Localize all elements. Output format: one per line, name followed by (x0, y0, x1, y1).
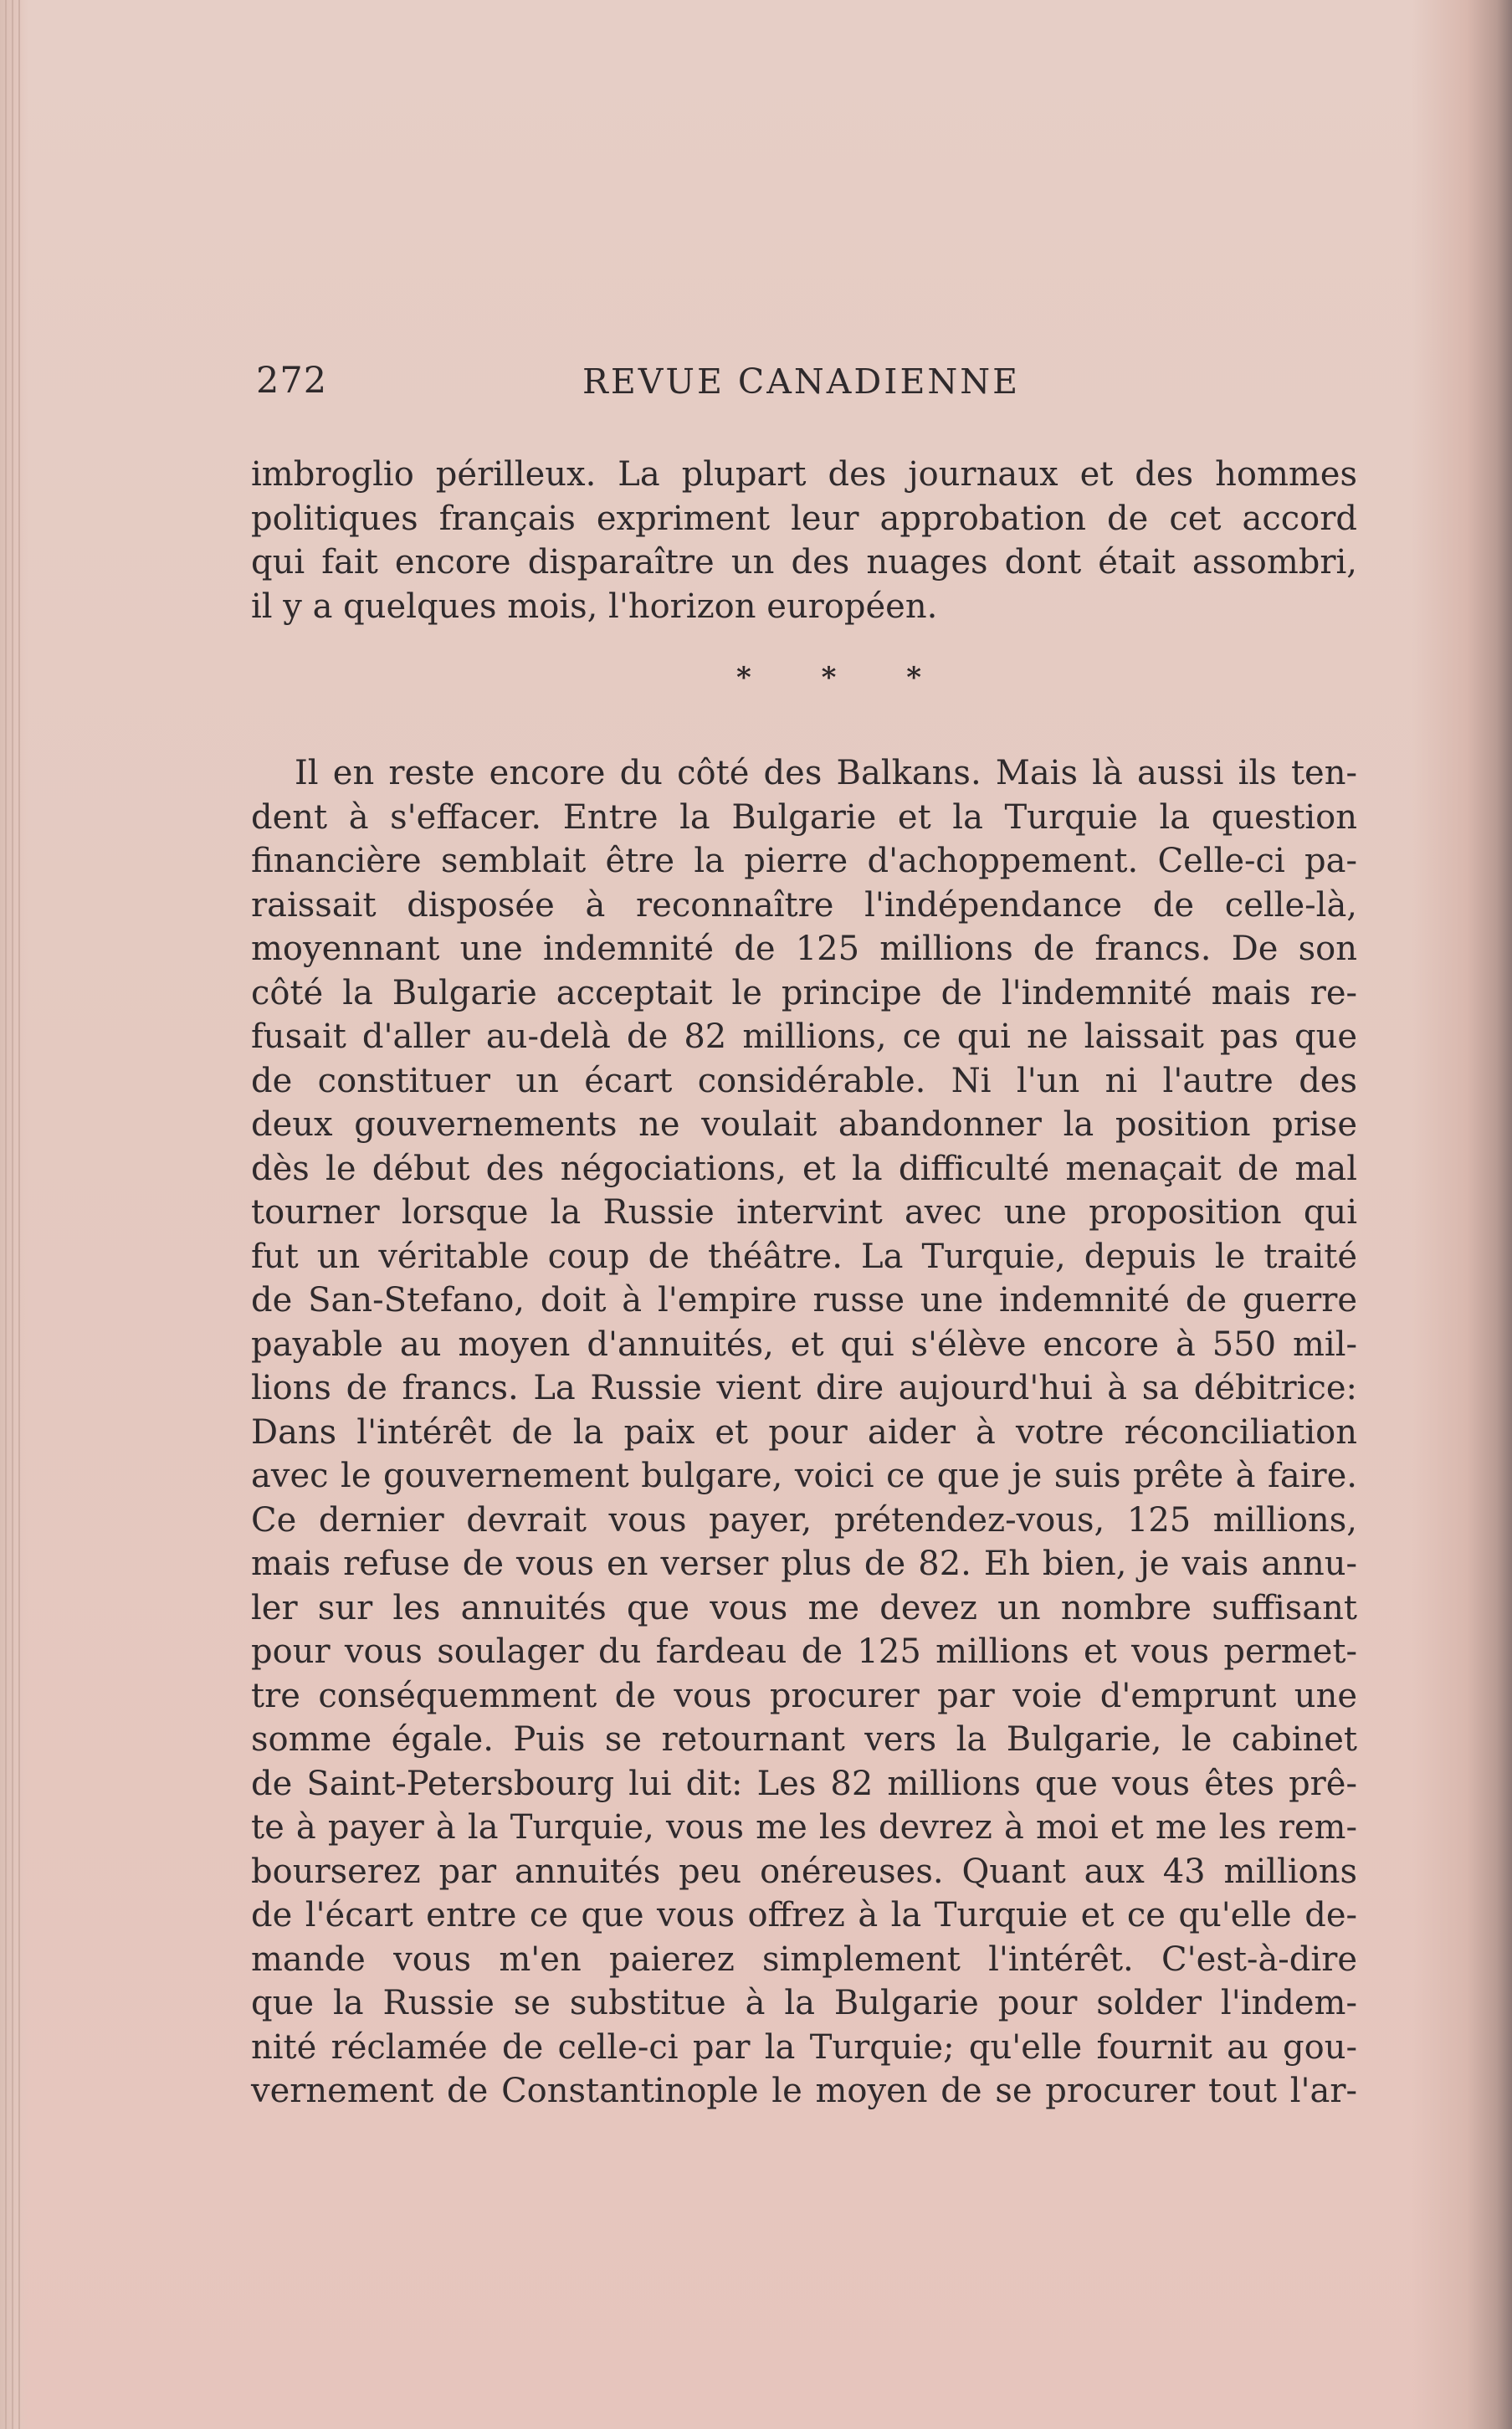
text-line: lions de francs. La Russie vient dire aujourd'hui à sa débitrice: (251, 1369, 1357, 1407)
text-line: somme égale. Puis se retournant vers la Bulgarie, le cabinet (251, 1720, 1357, 1759)
text-line: moyennant une indemnité de 125 millions de francs. De son (251, 930, 1357, 968)
binding-line (18, 0, 20, 2429)
binding-line (5, 0, 7, 2429)
text-line: avec le gouvernement bulgare, voici ce que je suis prête à faire. (251, 1457, 1357, 1495)
text-line: fusait d'aller au-delà de 82 millions, ce qui ne laissait pas que (251, 1017, 1357, 1056)
text-line: vernement de Constantinople le moyen de se procurer tout l'ar- (251, 2072, 1357, 2110)
text-line: pour vous soulager du fardeau de 125 millions et vous permet- (251, 1632, 1357, 1671)
text-line: de constituer un écart considérable. Ni l'un ni l'autre des (251, 1061, 1357, 1100)
text-line: il y a quelques mois, l'horizon européen. (251, 587, 938, 626)
text-line: Il en reste encore du côté des Balkans. Mais là aussi ils ten- (295, 754, 1357, 792)
text-line: que la Russie se substitue à la Bulgarie pour solder l'indem- (251, 1984, 1357, 2022)
text-line: payable au moyen d'annuités, et qui s'élève encore à 550 mil- (251, 1325, 1357, 1364)
page-binding-edge (0, 0, 28, 2429)
text-line: tre conséquemment de vous procurer par voie d'emprunt une (251, 1676, 1357, 1715)
text-line: de San-Stefano, doit à l'empire russe une indemnité de guerre (251, 1281, 1357, 1320)
text-line: dès le début des négociations, et la difficulté menaçait de mal (251, 1149, 1357, 1188)
paragraph-2 (251, 751, 1357, 2114)
page-number: 272 (256, 360, 328, 402)
binding-line (12, 0, 13, 2429)
text-line: financière semblait être la pierre d'achoppement. Celle-ci pa- (251, 842, 1357, 880)
text-line: politiques français expriment leur approbation de cet accord (251, 499, 1357, 538)
text-line: imbroglio périlleux. La plupart des journaux et des hommes (251, 455, 1357, 494)
text-line: qui fait encore disparaître un des nuages dont était assombri, (251, 543, 1357, 582)
text-line: tourner lorsque la Russie intervint avec une proposition qui (251, 1193, 1357, 1232)
text-line: ler sur les annuités que vous me devez un nombre suffisant (251, 1588, 1357, 1627)
text-line: de l'écart entre ce que vous offrez à la Turquie et ce qu'elle de- (251, 1896, 1357, 1934)
text-line: fut un véritable coup de théâtre. La Turquie, depuis le traité (251, 1237, 1357, 1276)
text-line: mande vous m'en paierez simplement l'intérêt. C'est-à-dire (251, 1940, 1357, 1979)
page-header (256, 360, 1093, 410)
text-line: nité réclamée de celle-ci par la Turquie; qu'elle fournit au gou- (251, 2027, 1357, 2067)
text-line: de Saint-Petersbourg lui dit: Les 82 millions que vous êtes prê- (251, 1764, 1357, 1803)
text-line: mais refuse de vous en verser plus de 82. Eh bien, je vais annu- (251, 1545, 1357, 1583)
text-line: deux gouvernements ne voulait abandonner la position prise (251, 1105, 1357, 1144)
running-title: REVUE CANADIENNE (582, 361, 1021, 402)
text-line: Ce dernier devrait vous payer, prétendez-vous, 125 millions, (251, 1500, 1357, 1540)
page-shadow-edge (1412, 0, 1512, 2429)
text-line: bourserez par annuités peu onéreuses. Quant aux 43 millions (251, 1852, 1357, 1891)
text-line: te à payer à la Turquie, vous me les devrez à moi et me les rem- (251, 1808, 1357, 1847)
paragraph-1 (251, 453, 1357, 628)
text-line: Dans l'intérêt de la paix et pour aider à votre réconciliation (251, 1412, 1357, 1452)
text-line: raissait disposée à reconnaître l'indépendance de celle-là, (251, 885, 1357, 925)
text-line: côté la Bulgarie acceptait le principe de l'indemnité mais re- (251, 973, 1357, 1012)
section-separator: * * * (736, 661, 952, 694)
text-line: dent à s'effacer. Entre la Bulgarie et la Turquie la question (251, 797, 1357, 837)
